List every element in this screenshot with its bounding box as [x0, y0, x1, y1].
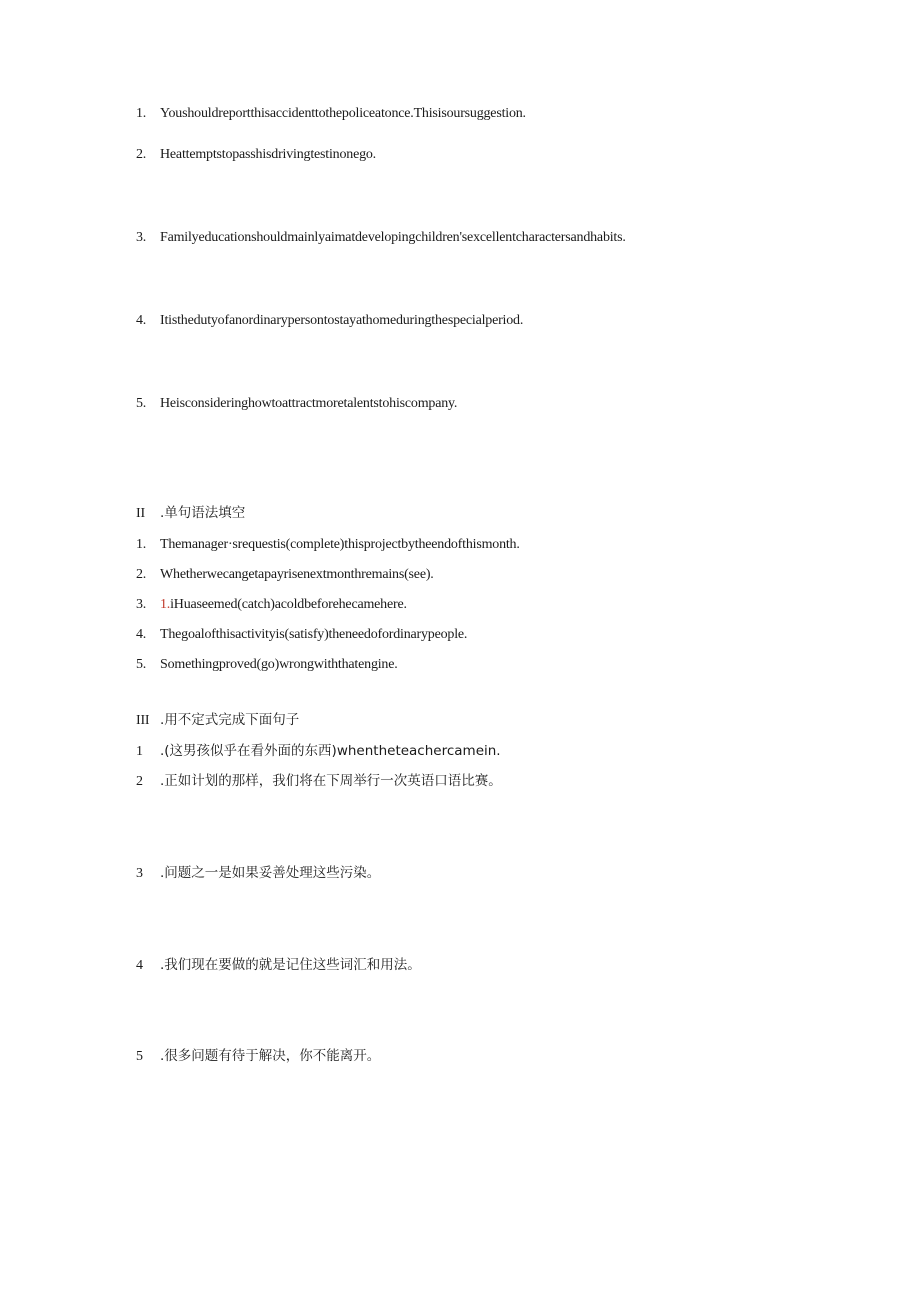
section-numeral: II: [136, 506, 145, 521]
translation-item-1: [136, 742, 501, 761]
item-number: 3.: [136, 230, 147, 245]
sentence-text: Familyeducationshouldmainlyaimatdevelopingchildren'sexcellentcharactersandhabits.: [160, 230, 626, 245]
item-number: 1.: [136, 537, 147, 552]
item-number: 1.: [136, 106, 147, 121]
grammar-text: Somethingproved(go)wrongwiththatengine.: [160, 657, 398, 672]
item-number: 4: [136, 958, 143, 973]
translation-text: .(这男孩似乎在看外面的东西)whentheteachercamein.: [160, 743, 501, 759]
section-title: .单句语法填空: [160, 505, 246, 521]
translation-text: .我们现在要做的就是记住这些词汇和用法。: [160, 957, 421, 973]
item-number: 4.: [136, 627, 147, 642]
section-title: .用不定式完成下面句子: [160, 712, 300, 728]
grammar-item-3: [136, 596, 407, 614]
grammar-text: Whetherwecangetapayrisenextmonthremains(see).: [160, 567, 434, 582]
red-marker: 1.: [160, 597, 171, 612]
grammar-item-4: [136, 626, 467, 644]
sentence-item-4: [136, 312, 523, 330]
item-number: 5.: [136, 657, 147, 672]
item-number: 3.: [136, 597, 147, 612]
item-number: 5.: [136, 396, 147, 411]
grammar-item-5: [136, 656, 398, 674]
grammar-text: iHuaseemed(catch)acoldbeforehecamehere.: [170, 597, 407, 612]
grammar-item-1: [136, 536, 520, 554]
item-number: 5: [136, 1049, 143, 1064]
sentence-item-3: [136, 229, 626, 247]
translation-item-3: [136, 864, 380, 883]
translation-item-4: [136, 956, 421, 975]
translation-text: .很多问题有待于解决，你不能离开。: [160, 1048, 381, 1064]
section-heading-grammar: [136, 504, 245, 523]
item-number: 3: [136, 866, 143, 881]
translation-text: .正如计划的那样，我们将在下周举行一次英语口语比赛。: [160, 773, 502, 789]
item-number: 2.: [136, 147, 147, 162]
sentence-text: Itisthedutyofanordinarypersontostayathomeduringthespecialperiod.: [160, 313, 524, 328]
sentence-item-2: [136, 146, 376, 164]
sentence-text: Heattemptstopasshisdrivingtestinonego.: [160, 147, 376, 162]
sentence-item-5: [136, 395, 457, 413]
item-number: 1: [136, 744, 143, 759]
section-numeral: III: [136, 713, 150, 728]
translation-item-2: [136, 772, 502, 791]
sentence-text: Youshouldreportthisaccidenttothepoliceatonce.Thisisoursuggestion.: [160, 106, 526, 121]
item-number: 2: [136, 774, 143, 789]
sentence-item-1: [136, 105, 526, 123]
grammar-text: Thegoalofthisactivityis(satisfy)theneedofordinarypeople.: [160, 627, 468, 642]
section-heading-infinitive: [136, 711, 299, 730]
translation-item-5: [136, 1047, 380, 1066]
item-number: 2.: [136, 567, 147, 582]
grammar-item-2: [136, 566, 434, 584]
item-number: 4.: [136, 313, 147, 328]
sentence-text: Heisconsideringhowtoattractmoretalentstohiscompany.: [160, 396, 458, 411]
grammar-text: Themanager·srequestis(complete)thisprojectbytheendofthismonth.: [160, 537, 520, 552]
translation-text: .问题之一是如果妥善处理这些污染。: [160, 865, 381, 881]
